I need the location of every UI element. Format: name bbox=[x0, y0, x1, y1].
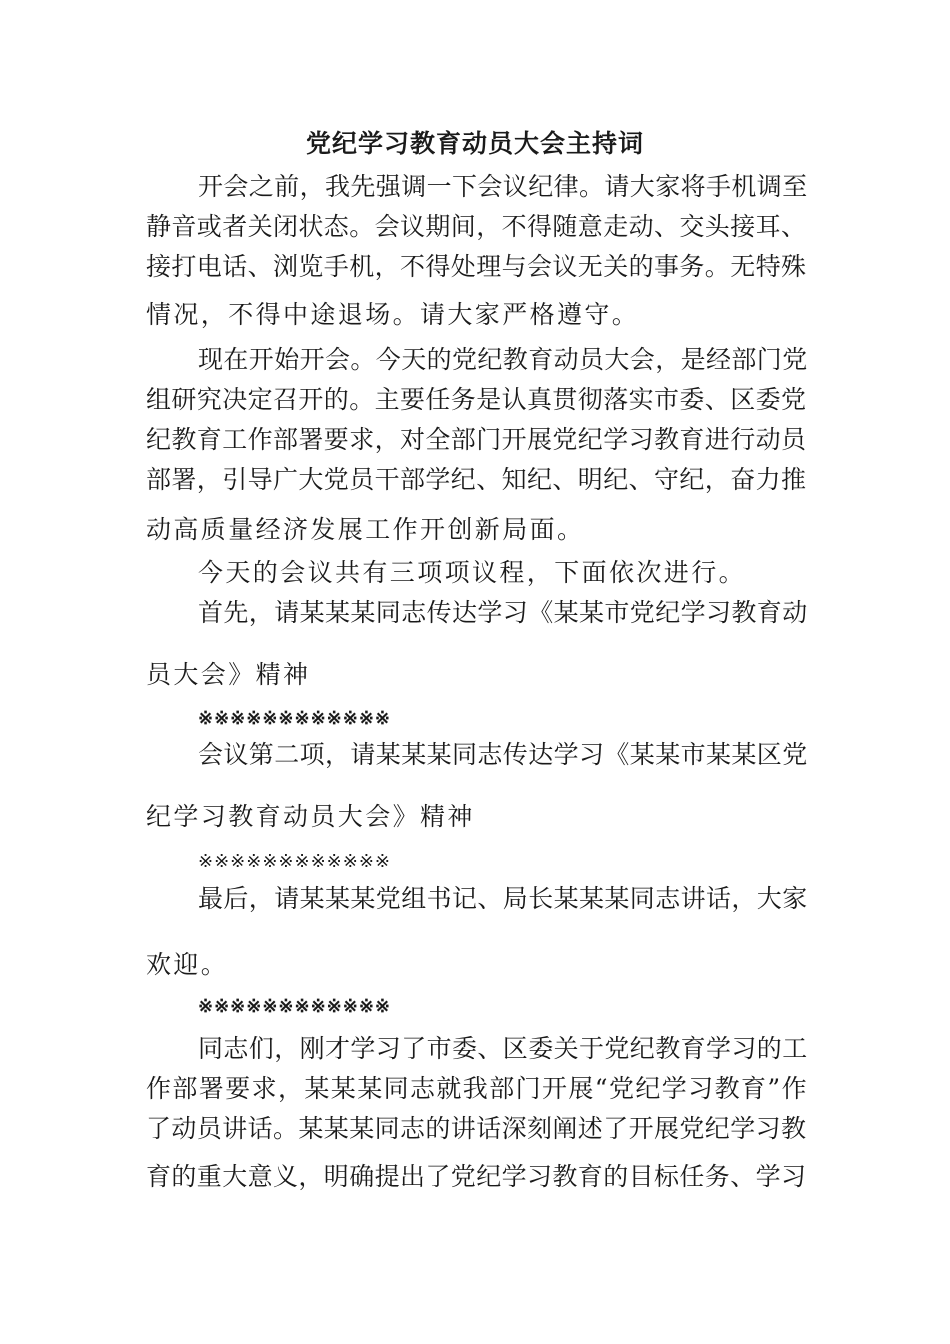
paragraph-line: 了动员讲话。某某某同志的讲话深刻阐述了开展党纪学习教 bbox=[146, 1114, 807, 1143]
document-title: 党纪学习教育动员大会主持词 bbox=[305, 129, 644, 158]
paragraph-line: 组研究决定召开的。主要任务是认真贯彻落实市委、区委党 bbox=[146, 385, 807, 414]
paragraph-line: 员大会》精神 bbox=[146, 660, 311, 689]
paragraph-line: 动高质量经济发展工作开创新局面。 bbox=[146, 515, 585, 544]
paragraph-line: 静音或者关闭状态。会议期间，不得随意走动、交头接耳、 bbox=[146, 212, 807, 241]
paragraph-line: 会议第二项，请某某某同志传达学习《某某市某某区党 bbox=[198, 740, 808, 769]
paragraph-line: 作部署要求，某某某同志就我部门开展“党纪学习教育”作 bbox=[146, 1074, 808, 1103]
paragraph-line: 育的重大意义，明确提出了党纪学习教育的目标任务、学习 bbox=[146, 1162, 807, 1191]
section-separator: ※※※※※※※※※※※※ bbox=[198, 996, 391, 1017]
paragraph-line: 今天的会议共有三项项议程，下面依次进行。 bbox=[198, 558, 747, 587]
section-separator: ※※※※※※※※※※※※ bbox=[198, 851, 391, 872]
paragraph-line: 接打电话、浏览手机，不得处理与会议无关的事务。无特殊 bbox=[146, 252, 807, 281]
paragraph-line: 纪教育工作部署要求，对全部门开展党纪学习教育进行动员 bbox=[146, 425, 807, 454]
paragraph-line: 开会之前，我先强调一下会议纪律。请大家将手机调至 bbox=[198, 172, 808, 201]
paragraph-line: 同志们，刚才学习了市委、区委关于党纪教育学习的工 bbox=[198, 1034, 808, 1063]
paragraph-line: 欢迎。 bbox=[146, 950, 229, 979]
paragraph-line: 部署，引导广大党员干部学纪、知纪、明纪、守纪，奋力推 bbox=[146, 465, 807, 494]
paragraph-line: 纪学习教育动员大会》精神 bbox=[146, 802, 475, 831]
section-separator: ※※※※※※※※※※※※ bbox=[198, 708, 391, 729]
paragraph-line: 首先，请某某某同志传达学习《某某市党纪学习教育动 bbox=[198, 598, 808, 627]
paragraph-line: 最后，请某某某党组书记、局长某某某同志讲话，大家 bbox=[198, 884, 808, 913]
paragraph-line: 现在开始开会。今天的党纪教育动员大会，是经部门党 bbox=[198, 345, 808, 374]
paragraph-line: 情况，不得中途退场。请大家严格遵守。 bbox=[146, 300, 640, 329]
